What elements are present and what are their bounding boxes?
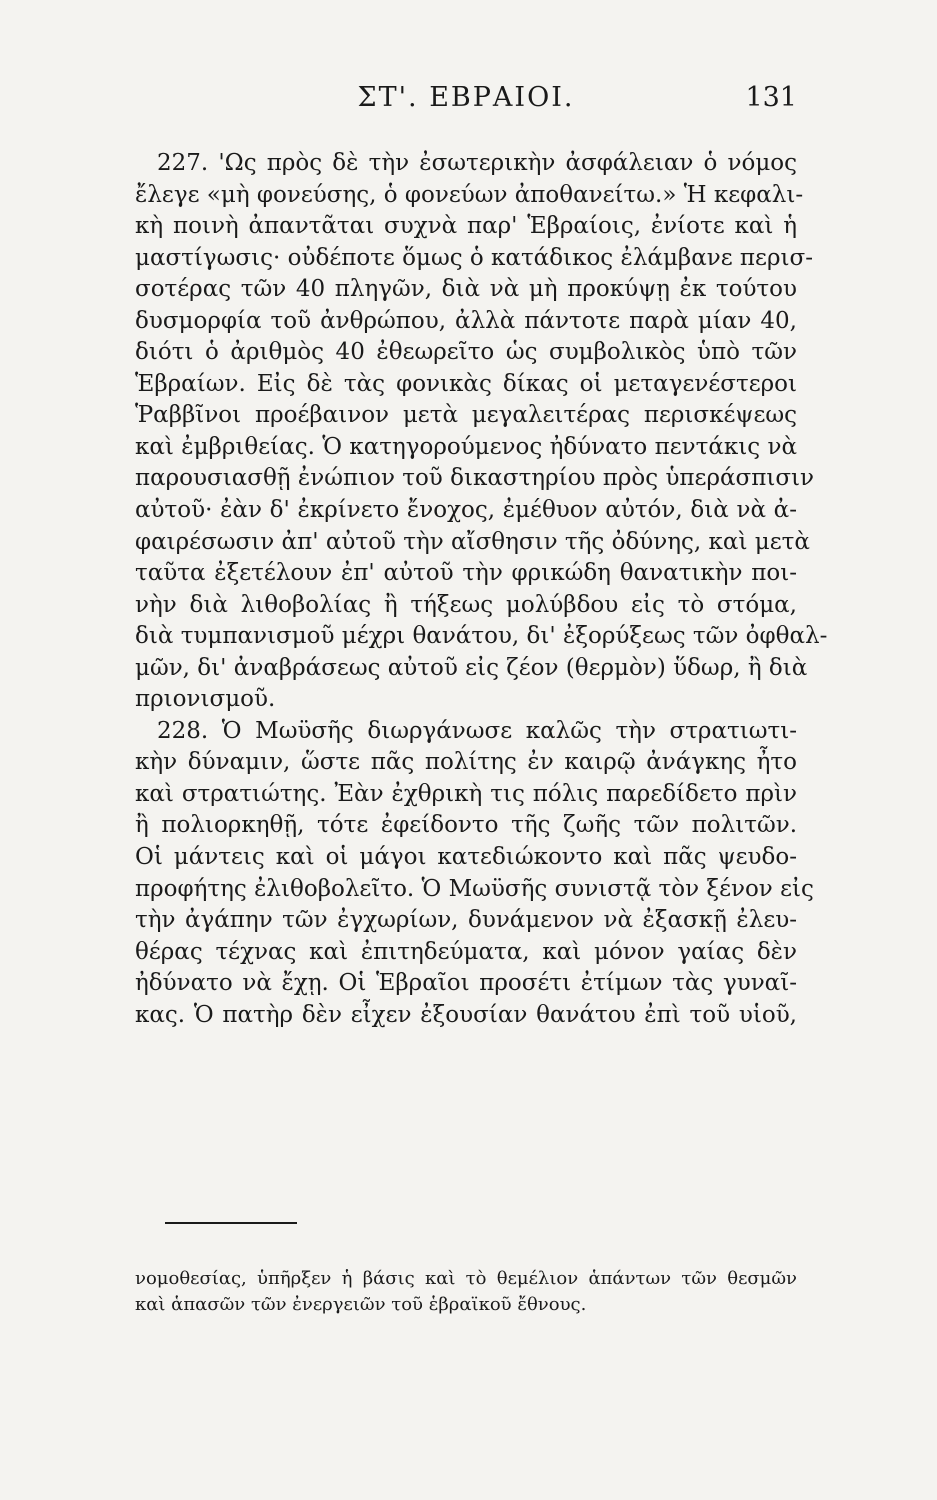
page-header	[135, 82, 797, 122]
text-line: ἠδύνατο νὰ ἔχῃ. Οἱ Ἑβραῖοι προσέτι ἐτίμων τὰς γυναῖ-	[135, 970, 797, 997]
text-line: 227. 'Ως πρὸς δὲ τὴν ἐσωτερικὴν ἀσφάλειαν ὁ νόμος	[157, 150, 797, 176]
body-text	[135, 148, 828, 1031]
text-line: θέρας τέχνας καὶ ἐπιτηδεύματα, καὶ μόνον γαίας δὲν	[135, 938, 797, 965]
running-head: ΣΤ'. ΕΒΡΑΙΟΙ.	[357, 82, 575, 113]
text-line: 228. Ὁ Μωϋσῆς διωργάνωσε καλῶς τὴν στρατιωτι-	[157, 717, 797, 744]
text-line: καὶ στρατιώτης. Ἐὰν ἐχθρικὴ τις πόλις παρεδίδετο πρὶν	[135, 780, 797, 807]
text-line: δυσμορφία τοῦ ἀνθρώπου, ἀλλὰ πάντοτε παρὰ μίαν 40,	[135, 307, 797, 334]
text-line: κας. Ὁ πατὴρ δὲν εἶχεν ἐξουσίαν θανάτου ἐπὶ τοῦ υἱοῦ,	[135, 1001, 797, 1028]
text-line: Οἱ μάντεις καὶ οἱ μάγοι κατεδιώκοντο καὶ πᾶς ψευδο-	[135, 844, 797, 871]
text-line: Ἑβραίων. Εἰς δὲ τὰς φονικὰς δίκας οἱ μεταγενέστεροι	[135, 370, 797, 397]
text-line: προφήτης ἐλιθοβολεῖτο. Ὁ Μωϋσῆς συνιστᾷ τὸν ξένον εἰς	[135, 875, 814, 902]
text-line: Ῥαββῖνοι προέβαινον μετὰ μεγαλειτέρας περισκέψεως	[135, 402, 797, 429]
text-line: μῶν, δι' ἀναβράσεως αὐτοῦ εἰς ζέον (θερμὸν) ὕδωρ, ἢ διὰ	[135, 654, 808, 681]
text-line: αὐτοῦ· ἐὰν δ' ἐκρίνετο ἔνοχος, ἐμέθυον αὐτόν, διὰ νὰ ἀ-	[135, 497, 797, 524]
text-line: παρουσιασθῇ ἐνώπιον τοῦ δικαστηρίου πρὸς ὑπεράσπισιν	[135, 465, 815, 492]
page-number: 131	[745, 82, 797, 113]
footnote-line: καὶ ἁπασῶν τῶν ἐνεργειῶν τοῦ ἑβραϊκοῦ ἔθνους.	[135, 1294, 587, 1315]
text-line: ταῦτα ἐξετέλουν ἐπ' αὐτοῦ τὴν φρικώδη θανατικὴν ποι-	[135, 560, 797, 587]
text-line: φαιρέσωσιν ἀπ' αὐτοῦ τὴν αἴσθησιν τῆς ὀδύνης, καὶ μετὰ	[135, 528, 810, 555]
text-line: κὴν δύναμιν, ὥστε πᾶς πολίτης ἐν καιρῷ ἀνάγκης ἦτο	[135, 749, 797, 776]
text-line: καὶ ἐμβριθείας. Ὁ κατηγορούμενος ἠδύνατο πεντάκις νὰ	[135, 433, 797, 460]
text-line: πριονισμοῦ.	[135, 686, 276, 713]
text-line: σοτέρας τῶν 40 πληγῶν, διὰ νὰ μὴ προκύψῃ ἐκ τούτου	[135, 276, 797, 303]
footnote-separator	[165, 1222, 297, 1224]
text-line: διότι ὁ ἀριθμὸς 40 ἐθεωρεῖτο ὡς συμβολικὸς ὑπὸ τῶν	[135, 339, 797, 366]
text-line: ἔλεγε «μὴ φονεύσης, ὁ φονεύων ἀποθανείτω.» Ἡ κεφαλι-	[135, 181, 804, 208]
text-line: κὴ ποινὴ ἀπαντᾶται συχνὰ παρ' Ἑβραίοις, ἐνίοτε καὶ ἡ	[135, 213, 797, 240]
text-line: τὴν ἀγάπην τῶν ἐγχωρίων, δυνάμενον νὰ ἐξασκῇ ἐλευ-	[135, 907, 797, 934]
text-line: νὴν διὰ λιθοβολίας ἢ τήξεως μολύβδου εἰς τὸ στόμα,	[135, 591, 797, 618]
text-line: μαστίγωσις· οὐδέποτε ὅμως ὁ κατάδικος ἐλάμβανε περισ-	[135, 244, 813, 271]
text-line: ἢ πολιορκηθῇ, τότε ἐφείδοντο τῆς ζωῆς τῶν πολιτῶν.	[135, 812, 797, 839]
footnote-line: νομοθεσίας, ὑπῆρξεν ἡ βάσις καὶ τὸ θεμέλιον ἁπάντων τῶν θεσμῶν	[135, 1268, 797, 1289]
text-line: διὰ τυμπανισμοῦ μέχρι θανάτου, δι' ἐξορύξεως τῶν ὀφθαλ-	[135, 623, 828, 650]
footnote	[135, 1266, 797, 1318]
